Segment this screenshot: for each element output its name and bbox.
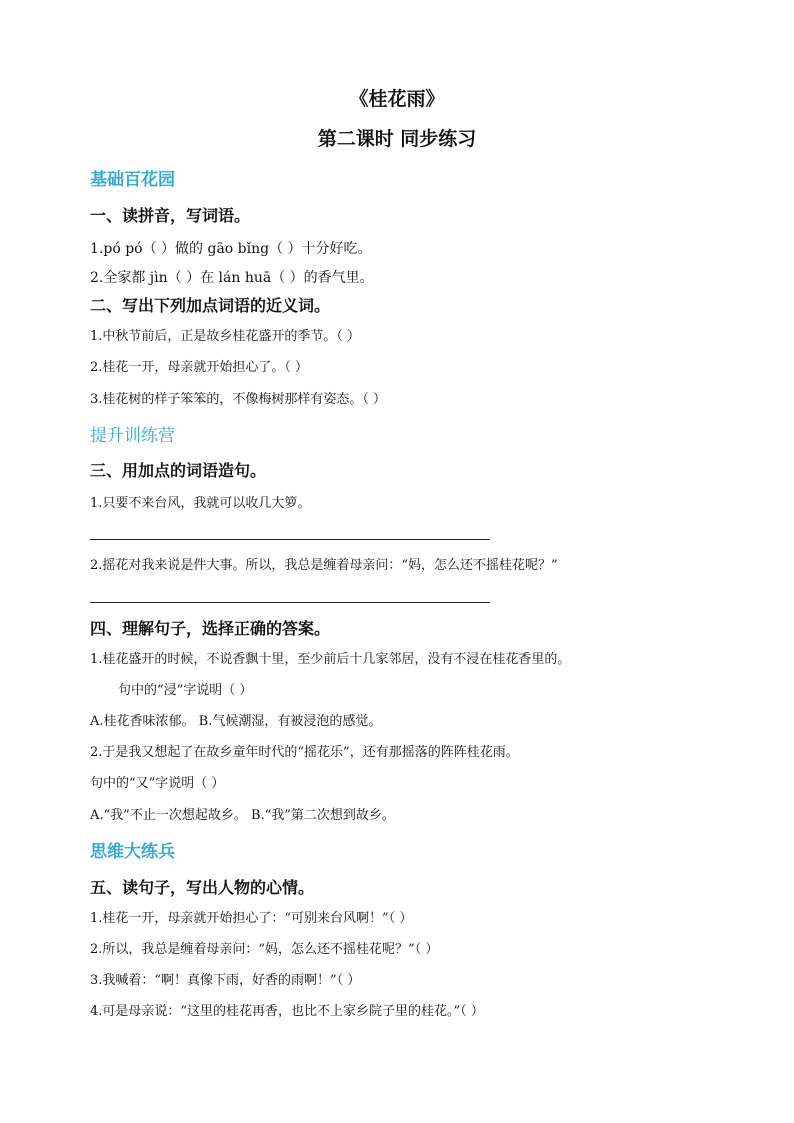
question-5-item-3: 3.我喊着：“啊！真像下雨，好香的雨啊！”（ ）: [90, 973, 361, 988]
question-3-heading: 三、用加点的词语造句。: [90, 461, 267, 480]
question-5-heading: 五、读句子，写出人物的心情。: [90, 878, 315, 897]
question-3-item-1: 1.只要不来台风，我就可以收几大箩。: [90, 496, 311, 511]
question-5-item-1: 1.桂花一开，母亲就开始担心了：“可别来台风啊！”（ ）: [90, 911, 413, 926]
question-4-item-2: 2.于是我又想起了在故乡童年时代的“摇花乐”，还有那摇落的阵阵桂花雨。: [90, 745, 519, 760]
page-title: 《桂花雨》: [349, 88, 445, 110]
question-4-item-2-options: A.“我”不止一次想起故乡。 B.“我”第二次想到故乡。: [90, 808, 395, 823]
question-2-item-1: 1.中秋节前后，正是故乡桂花盛开的季节。（ ）: [90, 329, 361, 344]
question-4-item-1: 1.桂花盛开的时候，不说香飘十里，至少前后十几家邻居，没有不浸在桂花香里的。: [90, 652, 571, 667]
question-1-item-1: 1.pó pó（ ）做的 gāo bǐng（ ）十分好吃。: [90, 241, 372, 257]
question-2-item-3: 3.桂花树的样子笨笨的，不像梅树那样有姿态。（ ）: [90, 392, 387, 407]
question-2-item-2: 2.桂花一开，母亲就开始担心了。（ ）: [90, 360, 309, 375]
question-1-item-2: 2.全家都 jìn（ ）在 lán huā（ ）的香气里。: [90, 270, 374, 286]
question-5-item-4: 4.可是母亲说：“这里的桂花再香，也比不上家乡院子里的桂花。”（ ）: [90, 1004, 484, 1019]
question-5-item-2: 2.所以，我总是缠着母亲问：“妈，怎么还不摇桂花呢？”（ ）: [90, 942, 439, 957]
section-heading-training: 提升训练营: [90, 426, 175, 446]
question-3-item-2: 2.摇花对我来说是件大事。所以，我总是缠着母亲问：“妈，怎么还不摇桂花呢？”: [90, 558, 558, 573]
question-4-heading: 四、理解句子，选择正确的答案。: [90, 619, 331, 638]
section-heading-thinking: 思维大练兵: [90, 842, 175, 862]
page-subtitle: 第二课时 同步练习: [317, 128, 477, 150]
question-1-heading: 一、读拼音，写词语。: [90, 206, 251, 225]
question-4-item-2-prompt: 句中的“又”字说明（ ）: [90, 776, 225, 791]
answer-line-1[interactable]: [90, 539, 490, 540]
section-heading-basics: 基础百花园: [90, 170, 175, 190]
question-2-heading: 二、写出下列加点词语的近义词。: [90, 296, 331, 315]
question-4-item-1-prompt: 句中的“浸”字说明（ ）: [118, 683, 253, 698]
answer-line-2[interactable]: [90, 602, 490, 603]
question-4-item-1-options: A.桂花香味浓郁。 B.气候潮湿，有被浸泡的感觉。: [90, 714, 382, 729]
